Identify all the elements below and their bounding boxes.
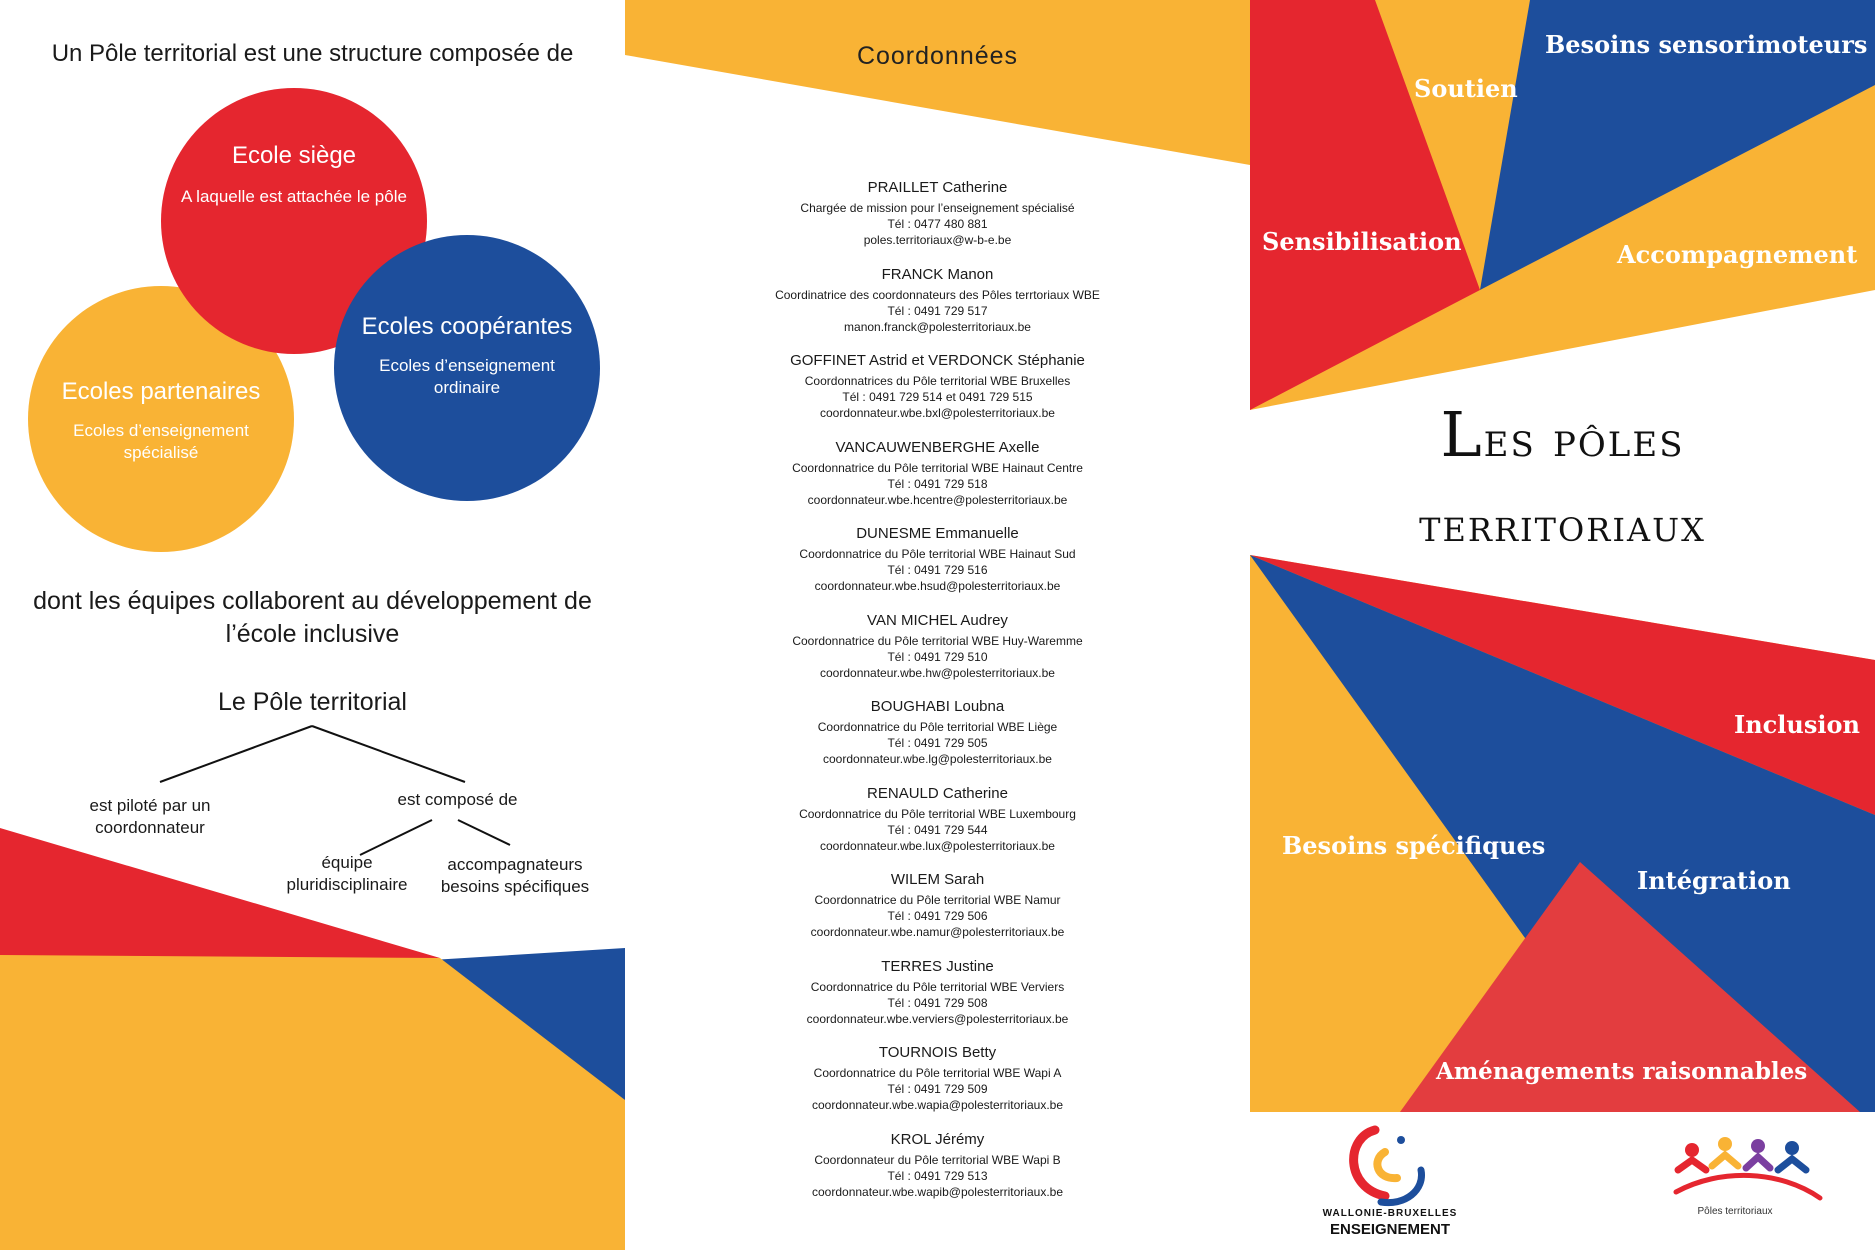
poles-logo-mark (1670, 1130, 1830, 1205)
tree-line-sub-right (458, 820, 510, 845)
wbe-logo-yellow-arc (1377, 1152, 1397, 1178)
contact-email[interactable]: manon.franck@polesterritoriaux.be (844, 319, 1031, 334)
circle-partenaires-subtitle: Ecoles d’enseignement spécialisé (73, 421, 249, 462)
contact-email[interactable]: coordonnateur.wbe.wapia@polesterritoriaux.be (812, 1098, 1063, 1112)
contact-name: WILEM Sarah (890, 871, 985, 888)
tree-accompagnateurs-label: accompagnateurs besoins spécifiques (440, 855, 590, 896)
contact-phone[interactable]: Tél : 0491 729 517 (887, 303, 988, 318)
contact-block (625, 784, 1250, 869)
wbe-logo-line2: ENSEIGNEMENT (1329, 1221, 1450, 1238)
tree-line-right (312, 726, 465, 782)
contact-email[interactable]: coordonnateur.wbe.hcentre@polesterritoriaux.be (807, 492, 1068, 507)
contact-phone[interactable]: Tél : 0491 729 513 (887, 1168, 988, 1183)
contact-phone[interactable]: Tél : 0491 729 508 (887, 995, 988, 1010)
circle-siege-subtitle: A laquelle est attachée le pôle (181, 187, 407, 206)
contact-block (625, 1043, 1250, 1128)
contact-name: VANCAUWENBERGHE Axelle (835, 438, 1040, 456)
contact-role: Coordonnatrice du Pôle territorial WBE Liège (817, 720, 1058, 734)
contact-block (625, 697, 1250, 782)
contact-role: Chargée de mission pour l’enseignement spécialisé (800, 201, 1075, 215)
tag-soutien: Soutien (1414, 74, 1518, 103)
circle-siege-title: Ecole siège (231, 142, 357, 169)
contact-email[interactable]: coordonnateur.wbe.lux@polesterritoriaux.be (820, 838, 1055, 853)
poles-logo-arm-yellow (1712, 1155, 1738, 1166)
contact-name: KROL Jérémy (890, 1130, 985, 1148)
contact-role: Coordonnatrice du Pôle territorial WBE Huy-Waremme (792, 633, 1083, 648)
circle-cooperantes-subtitle: Ecoles d’enseignement ordinaire (379, 356, 555, 397)
tree-root-label: Le Pôle territorial (218, 688, 407, 716)
contact-email[interactable]: coordonnateur.wbe.lg@polesterritoriaux.be (823, 752, 1052, 766)
contacts-list (625, 176, 1250, 1214)
tag-integration: Intégration (1637, 866, 1791, 895)
main-title-initial: L (1440, 398, 1484, 471)
main-title-line1 (1250, 398, 1875, 471)
wbe-logo (1305, 1118, 1475, 1243)
contact-block (625, 870, 1250, 955)
tree-connector-lines (0, 0, 625, 1250)
contact-block (625, 611, 1250, 696)
contact-name: VAN MICHEL Audrey (867, 611, 1008, 629)
tag-besoins-specifiques: Besoins spécifiques (1282, 831, 1546, 860)
contact-block (625, 957, 1250, 1042)
poles-logo-head-purple (1751, 1139, 1765, 1153)
poles-logo-head-blue (1785, 1141, 1799, 1155)
poles-logo-head-red (1685, 1143, 1699, 1157)
poles-logo-arm-red (1678, 1160, 1706, 1170)
contact-block (625, 1130, 1250, 1215)
contact-email[interactable]: coordonnateur.wbe.namur@polesterritoriaux.be (810, 925, 1065, 939)
main-title-line1-rest: es pôles (1483, 412, 1685, 468)
contact-phone[interactable]: Tél : 0491 729 505 (887, 736, 988, 750)
contact-name: TERRES Justine (881, 957, 994, 975)
contact-block (625, 178, 1250, 263)
contact-phone[interactable]: Tél : 0477 480 881 (887, 217, 988, 231)
contact-name: FRANCK Manon (881, 265, 994, 283)
panel-right (1250, 0, 1875, 1250)
contact-phone[interactable]: Tél : 0491 729 509 (887, 1082, 988, 1096)
contact-name: PRAILLET Catherine (867, 179, 1008, 196)
contact-name: DUNESME Emmanuelle (856, 525, 1019, 542)
contact-name: RENAULD Catherine (867, 784, 1008, 802)
contact-name: TOURNOIS Betty (878, 1044, 997, 1061)
tag-accompagnement: Accompagnement (1617, 240, 1858, 269)
collaboration-text: dont les équipes collaborent au développement de l’école inclusive (33, 587, 592, 648)
circle-cooperantes-title: Ecoles coopérantes (361, 313, 573, 340)
contact-role: Coordonnatrice du Pôle territorial WBE Hainaut Centre (792, 460, 1083, 475)
contact-phone[interactable]: Tél : 0491 729 514 et 0491 729 515 (842, 390, 1033, 404)
contact-role: Coordonnatrices du Pôle territorial WBE Bruxelles (804, 374, 1071, 388)
contact-block (625, 438, 1250, 523)
contact-phone[interactable]: Tél : 0491 729 506 (887, 909, 988, 923)
contact-block (625, 351, 1250, 436)
contact-name: GOFFINET Astrid et VERDONCK Stéphanie (790, 352, 1085, 369)
contact-role: Coordonnatrice du Pôle territorial WBE Namur (814, 893, 1061, 907)
contact-email[interactable]: coordonnateur.wbe.hsud@polesterritoriaux.be (814, 579, 1061, 593)
tree-line-sub-left (360, 820, 432, 855)
contact-name: BOUGHABI Loubna (870, 698, 1005, 715)
coordonnees-title: Coordonnées (856, 42, 1019, 70)
tree-equipe-label: équipe pluridisciplinaire (286, 853, 408, 894)
contact-role: Coordonnatrice du Pôle territorial WBE Wapi A (813, 1066, 1062, 1080)
contact-block (625, 265, 1250, 350)
poles-logo-label: Pôles territoriaux (1697, 1206, 1773, 1217)
wbe-logo-line1: WALLONIE-BRUXELLES (1322, 1208, 1458, 1219)
poles-logo-head-yellow (1718, 1137, 1732, 1151)
middle-yellow-shape (625, 0, 1250, 165)
contact-phone[interactable]: Tél : 0491 729 510 (887, 649, 988, 664)
contact-email[interactable]: coordonnateur.wbe.bxl@polesterritoriaux.be (820, 406, 1055, 420)
contact-email[interactable]: coordonnateur.wbe.hw@polesterritoriaux.be (820, 665, 1055, 680)
tag-sensibilisation: Sensibilisation (1262, 227, 1462, 256)
tree-compose-label: est composé de (397, 790, 518, 809)
contact-role: Coordonnatrice du Pôle territorial WBE Hainaut Sud (799, 547, 1076, 561)
circle-partenaires-title: Ecoles partenaires (61, 378, 261, 405)
poles-logo (1670, 1130, 1830, 1230)
tree-pilote-label: est piloté par un coordonnateur (89, 796, 211, 837)
tag-besoins-sensorimoteurs: Besoins sensorimoteurs (1545, 30, 1868, 59)
contact-role: Coordonnateur du Pôle territorial WBE Wapi B (814, 1152, 1061, 1167)
contact-email[interactable]: coordonnateur.wbe.verviers@polesterritoriaux.be (806, 1011, 1069, 1026)
main-title-line2: territoriaux (1419, 498, 1706, 552)
contact-role: Coordonnatrice du Pôle territorial WBE Verviers (810, 979, 1065, 994)
intro-text: Un Pôle territorial est une structure composée de (51, 40, 574, 67)
tag-inclusion: Inclusion (1734, 710, 1860, 739)
contact-email[interactable]: poles.territoriaux@w-b-e.be (863, 233, 1012, 247)
poles-logo-arm-blue (1778, 1159, 1806, 1170)
contact-phone[interactable]: Tél : 0491 729 516 (887, 563, 988, 577)
tree-line-left (160, 726, 312, 782)
contact-phone[interactable]: Tél : 0491 729 544 (887, 822, 988, 837)
contact-email[interactable]: coordonnateur.wbe.wapib@polesterritoriaux.be (812, 1184, 1063, 1199)
panel-middle (625, 0, 1250, 1250)
wbe-logo-mark (1305, 1118, 1475, 1208)
contact-role: Coordonnatrice du Pôle territorial WBE Luxembourg (799, 806, 1076, 821)
poles-logo-arm-purple (1746, 1157, 1770, 1168)
contact-role: Coordinatrice des coordonnateurs des Pôles terrtoriaux WBE (775, 287, 1100, 302)
contact-block (625, 524, 1250, 609)
poles-logo-swoosh (1676, 1175, 1820, 1198)
wbe-logo-dot (1397, 1136, 1405, 1144)
tag-amenagements-raisonnables: Aménagements raisonnables (1436, 1058, 1808, 1085)
panel-left (0, 0, 625, 1250)
contact-phone[interactable]: Tél : 0491 729 518 (887, 476, 988, 491)
